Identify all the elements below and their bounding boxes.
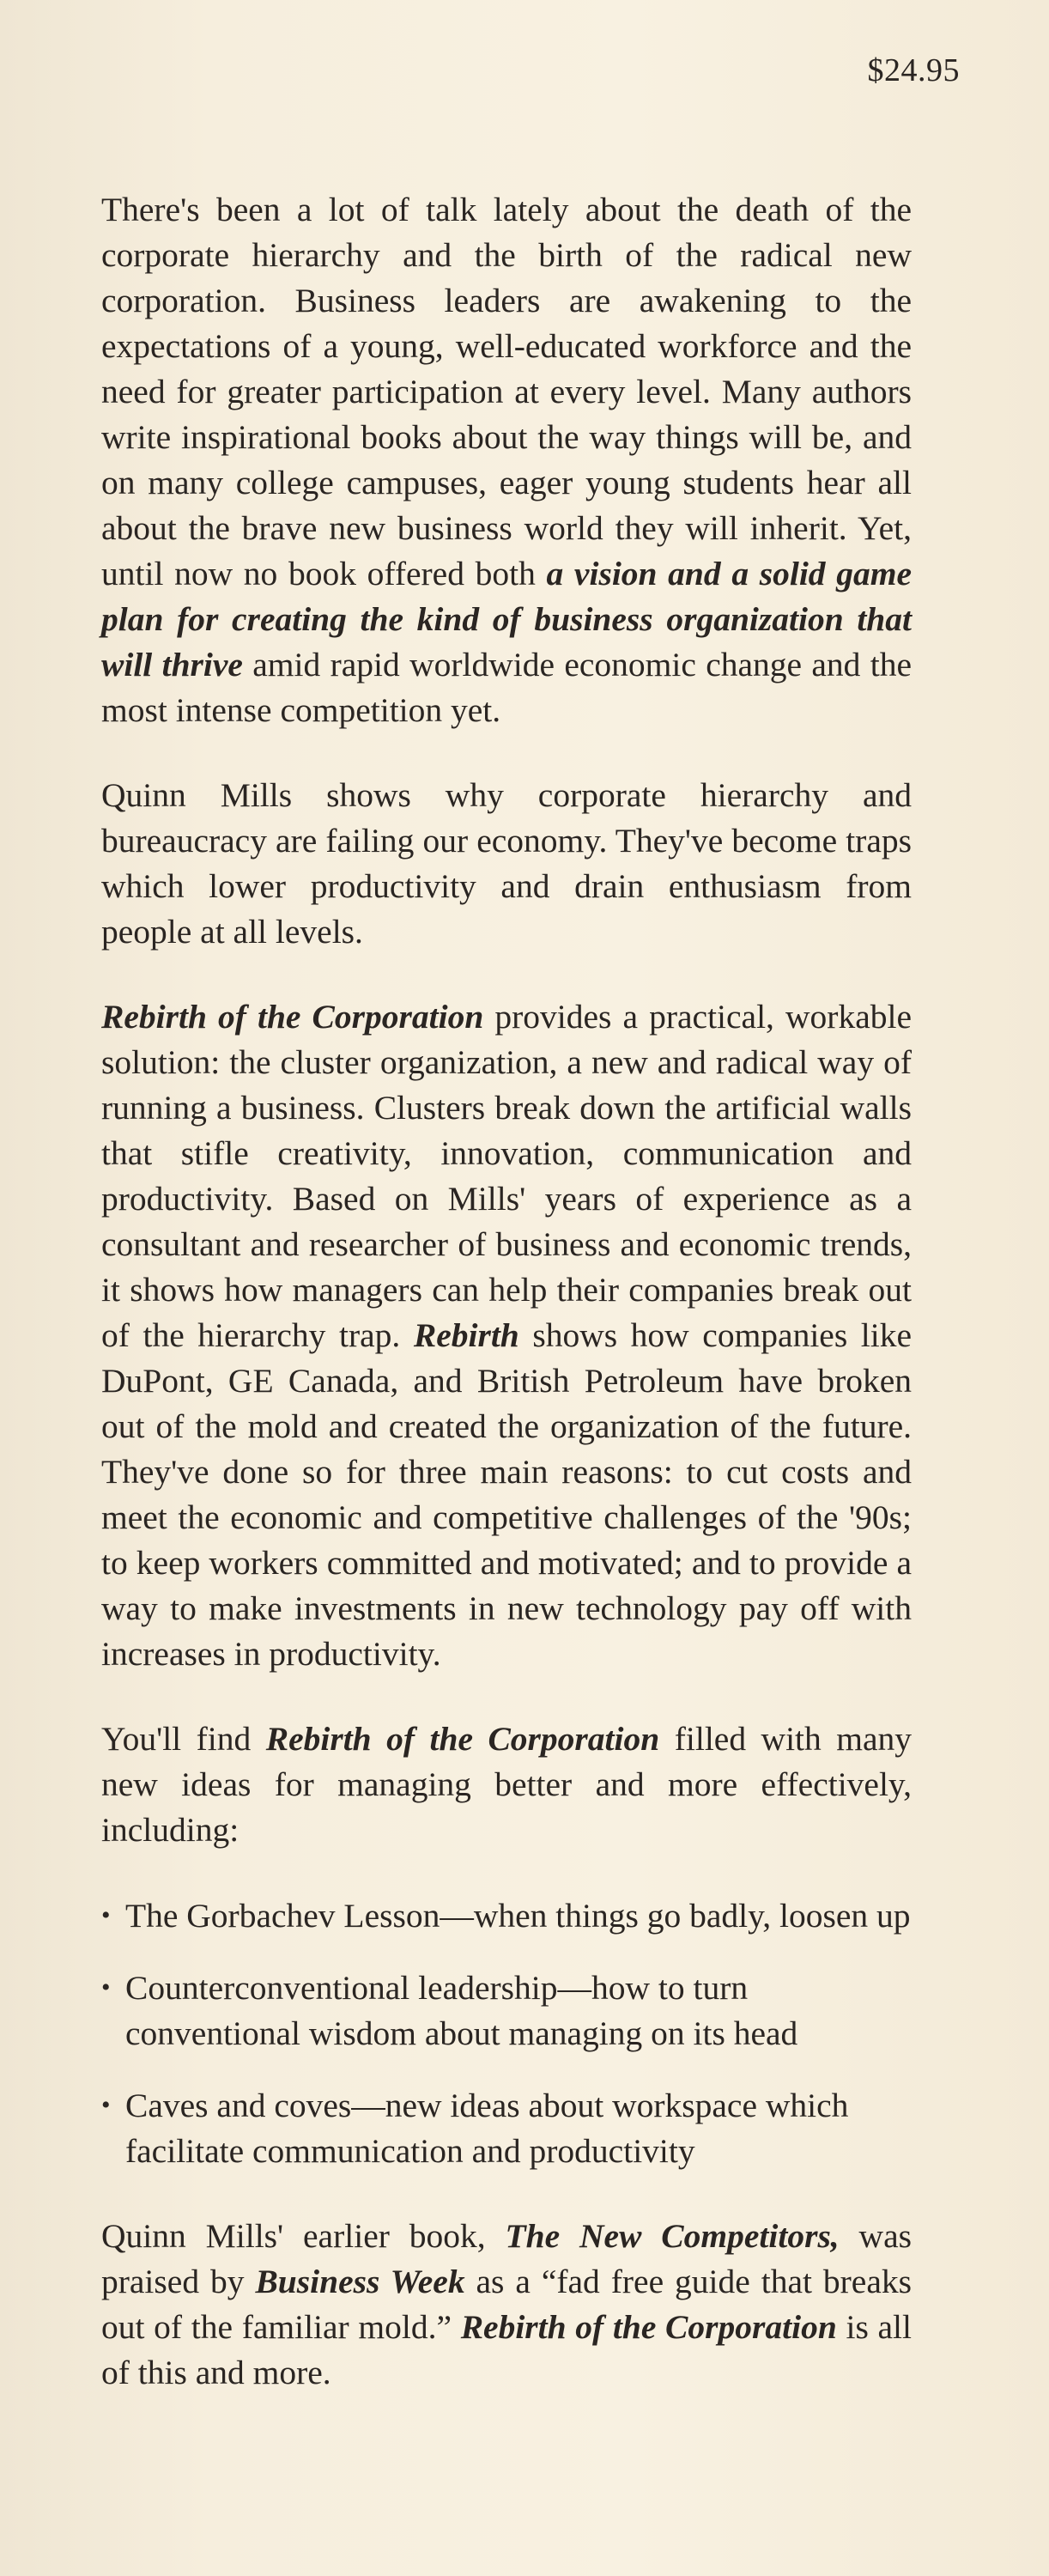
list-item (101, 2082, 912, 2174)
ideas-intro-paragraph (101, 1716, 912, 1853)
list-item-text: Counterconventional leadership—how to turn conventional wisdom about managing on its head (125, 1969, 798, 2052)
cluster-text-2: shows how companies like DuPont, GE Canada, and British Petroleum have broken out of the mold and created the organization of the future. They've done so for three main reasons: to cut costs and meet the economic and competitive challenges of the '90s; to keep workers committed and motivated; and to provide a way to make investments in new technology pay off with increases in productivity. (101, 1316, 912, 1673)
magazine-title: Business Week (255, 2263, 465, 2300)
book-short-title: Rebirth (413, 1316, 519, 1354)
hierarchy-paragraph: Quinn Mills shows why corporate hierarchy and bureaucracy are failing our economy. They've become traps which lower productivity and drain enthusiasm from people at all levels. (101, 776, 912, 951)
closing-paragraph (101, 2214, 912, 2396)
cluster-text-1: provides a practical, workable solution: the cluster organization, a new and radical way of running a business. Clusters break down the artificial walls that stifle creativity, innovation, communication and productivity. Based on Mills' years of experience as a consultant and researcher of business and economic trends, it shows how managers can help their companies break out of the hierarchy trap. (101, 998, 912, 1354)
cluster-paragraph (101, 994, 912, 1677)
book-title: Rebirth of the Corporation (460, 2308, 837, 2346)
bullet-icon: • (101, 2091, 111, 2119)
earlier-book-title: The New Competitors, (505, 2217, 840, 2255)
intro-text-start: There's been a lot of talk lately about the death of the corporate hierarchy and the birth of the radical new corporation. Business leaders are awakening to the expectations of a young, well-educated workforce and the need for greater participation at every level. Many authors write inspirational books about the way things will be, and on many college campuses, eager young students hear all about the brave new business world they will inherit. Yet, until now no book offered both (101, 191, 912, 592)
closing-text-1: Quinn Mills' earlier book, (101, 2217, 506, 2255)
list-item (101, 1893, 912, 1939)
ideas-text-start: You'll find (101, 1720, 266, 1758)
intro-paragraph (101, 187, 912, 733)
jacket-copy (101, 187, 912, 2435)
price-label: $24.95 (867, 52, 960, 88)
bullet-icon: • (101, 1973, 111, 2002)
list-item (101, 1965, 912, 2057)
ideas-list (101, 1893, 912, 2174)
closing-text-4: is all of this and more. (101, 2308, 912, 2391)
book-title: Rebirth of the Corporation (101, 998, 484, 1036)
closing-text-2: was praised by (101, 2217, 912, 2300)
bullet-icon: • (101, 1901, 111, 1929)
list-item-text: Caves and coves—new ideas about workspace which facilitate communication and productivity (125, 2087, 849, 2170)
ideas-text-end: filled with many new ideas for managing better and more effectively, including: (101, 1720, 913, 1849)
intro-emphasis: a vision and a solid game plan for creating the kind of business organization that will thrive (101, 555, 912, 683)
book-title: Rebirth of the Corporation (265, 1720, 660, 1758)
closing-text-3: as a “fad free guide that breaks out of the familiar mold.” (101, 2263, 912, 2346)
intro-text-end: amid rapid worldwide economic change and the most intense competition yet. (101, 646, 912, 729)
list-item-text: The Gorbachev Lesson—when things go badly, loosen up (125, 1897, 911, 1935)
